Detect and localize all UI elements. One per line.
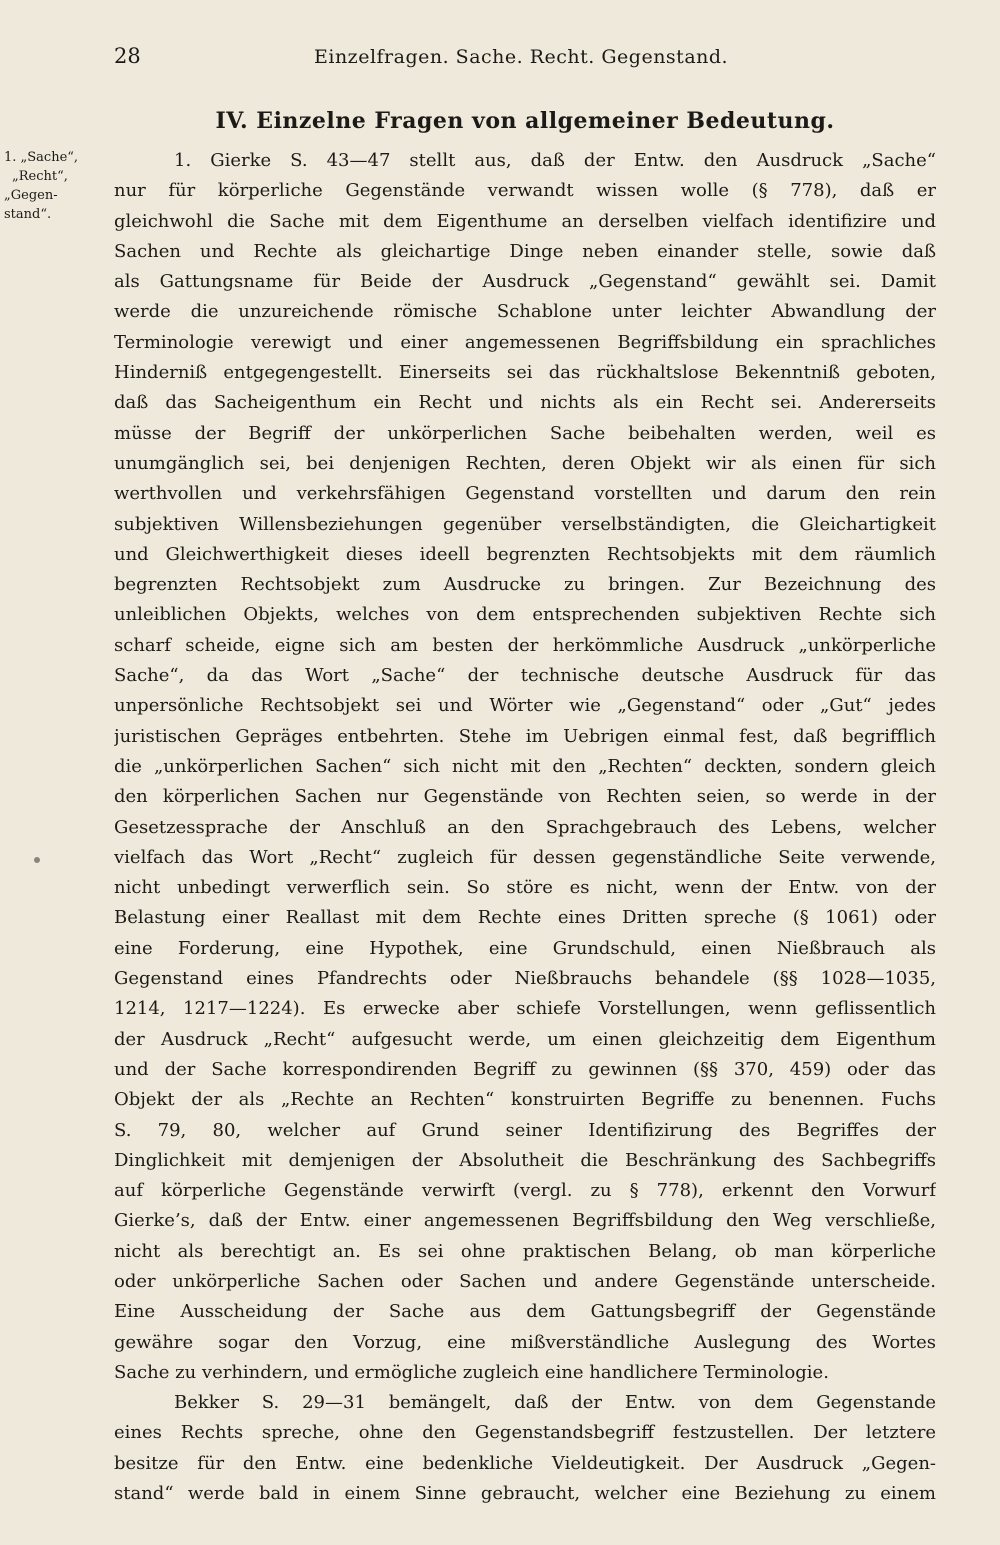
body-line: Objekt der als „Rechte an Rechten“ konstruirten Begriffe zu benennen. Fuchs <box>114 1089 936 1111</box>
body-line: 1214, 1217—1224). Es erwecke aber schiefe Vorstellungen, wenn geflissentlich <box>114 998 936 1020</box>
scan-speck <box>34 857 40 863</box>
body-line: müsse der Begriff der unkörperlichen Sache beibehalten werden, weil es <box>114 422 936 444</box>
running-head <box>114 44 936 74</box>
body-line: Gesetzessprache der Anschluß an den Sprachgebrauch des Lebens, welcher <box>114 816 936 838</box>
body-text <box>114 146 936 1509</box>
body-line: eines Rechts spreche, ohne den Gegenstandsbegriff festzustellen. Der letztere <box>114 1422 936 1444</box>
body-line: Gierke’s, daß der Entw. einer angemessenen Begriffsbildung den Weg verschließe, <box>114 1210 936 1232</box>
body-line: gewähre sogar den Vorzug, eine mißverständliche Auslegung des Wortes <box>114 1331 936 1353</box>
body-line: nicht unbedingt verwerflich sein. So störe es nicht, wenn der Entw. von der <box>114 877 936 899</box>
margin-note-line: „Gegen- <box>4 188 58 203</box>
body-line: Sache“, da das Wort „Sache“ der technische deutsche Ausdruck für das <box>114 665 936 687</box>
margin-note-line: 1. „Sache“, <box>4 150 79 165</box>
body-line: unpersönliche Rechtsobjekt sei und Wörter wie „Gegenstand“ oder „Gut“ jedes <box>114 695 936 717</box>
body-line: werde die unzureichende römische Schablone unter leichter Abwandlung der <box>114 301 936 323</box>
body-line: juristischen Gepräges entbehrten. Stehe im Uebrigen einmal fest, daß begrifflich <box>114 725 936 747</box>
body-line: unleiblichen Objekts, welches von dem entsprechenden subjektiven Rechte sich <box>114 604 936 626</box>
page-number: 28 <box>114 44 141 68</box>
body-line: Dinglichkeit mit demjenigen der Absolutheit die Beschränkung des Sachbegriffs <box>114 1149 936 1171</box>
body-line: Sache zu verhindern, und ermögliche zugleich eine handlichere Terminologie. <box>114 1361 829 1383</box>
body-line: unumgänglich sei, bei denjenigen Rechten, deren Objekt wir als einen für sich <box>114 452 936 474</box>
body-line: daß das Sacheigenthum ein Recht und nichts als ein Recht sei. Andererseits <box>114 392 936 414</box>
body-line: der Ausdruck „Recht“ aufgesucht werde, um einen gleichzeitig dem Eigenthum <box>114 1028 936 1050</box>
body-line: als Gattungsname für Beide der Ausdruck „Gegenstand“ gewählt sei. Damit <box>114 271 936 293</box>
body-line: besitze für den Entw. eine bedenkliche Vieldeutigkeit. Der Ausdruck „Gegen- <box>114 1452 936 1474</box>
body-line: begrenzten Rechtsobjekt zum Ausdrucke zu bringen. Zur Bezeichnung des <box>114 574 936 596</box>
body-line: stand“ werde bald in einem Sinne gebraucht, welcher eine Beziehung zu einem <box>114 1483 936 1505</box>
body-line: nur für körperliche Gegenstände verwandt wissen wolle (§ 778), daß er <box>114 180 936 202</box>
margin-note-line: stand“. <box>4 207 52 222</box>
body-line: vielfach das Wort „Recht“ zugleich für dessen gegenständliche Seite verwende, <box>114 846 936 868</box>
running-head-title: Einzelfragen. Sache. Recht. Gegenstand. <box>314 46 729 68</box>
body-line: S. 79, 80, welcher auf Grund seiner Identifizirung des Begriffes der <box>114 1119 936 1141</box>
body-line: gleichwohl die Sache mit dem Eigenthume an derselben vielfach identifizire und <box>114 210 936 232</box>
body-line: Eine Ausscheidung der Sache aus dem Gattungsbegriff der Gegenstände <box>114 1301 936 1323</box>
body-line: scharf scheide, eigne sich am besten der herkömmliche Ausdruck „unkörperliche <box>114 634 936 656</box>
body-line: auf körperliche Gegenstände verwirft (vergl. zu § 778), erkennt den Vorwurf <box>114 1180 936 1202</box>
body-line: werthvollen und verkehrsfähigen Gegenstand vorstellten und darum den rein <box>114 483 936 505</box>
body-line: Terminologie verewigt und einer angemessenen Begriffsbildung ein sprachliches <box>114 331 936 353</box>
margin-note <box>4 148 104 224</box>
section-heading: IV. Einzelne Fragen von allgemeiner Bedeutung. <box>215 108 835 134</box>
body-line: subjektiven Willensbeziehungen gegenüber verselbständigten, die Gleichartigkeit <box>114 513 936 535</box>
body-line: Hinderniß entgegengestellt. Einerseits sei das rückhaltslose Bekenntniß geboten, <box>114 362 936 384</box>
body-line: Belastung einer Reallast mit dem Rechte eines Dritten spreche (§ 1061) oder <box>114 907 936 929</box>
body-line: nicht als berechtigt an. Es sei ohne praktischen Belang, ob man körperliche <box>114 1240 936 1262</box>
body-line: Sachen und Rechte als gleichartige Dinge neben einander stelle, sowie daß <box>114 240 936 262</box>
body-line: den körperlichen Sachen nur Gegenstände von Rechten seien, so werde in der <box>114 786 936 808</box>
body-line: Bekker S. 29—31 bemängelt, daß der Entw. von dem Gegenstande <box>174 1392 936 1414</box>
body-line: 1. Gierke S. 43—47 stellt aus, daß der Entw. den Ausdruck „Sache“ <box>174 150 936 171</box>
body-line: und Gleichwerthigkeit dieses ideell begrenzten Rechtsobjekts mit dem räumlich <box>114 543 936 565</box>
body-line: und der Sache korrespondirenden Begriff zu gewinnen (§§ 370, 459) oder das <box>114 1058 936 1080</box>
body-line: Gegenstand eines Pfandrechts oder Nießbrauchs behandele (§§ 1028—1035, <box>114 968 936 990</box>
body-line: oder unkörperliche Sachen oder Sachen und andere Gegenstände unterscheide. <box>114 1270 936 1292</box>
body-line: die „unkörperlichen Sachen“ sich nicht mit den „Rechten“ deckten, sondern gleich <box>114 755 936 777</box>
margin-note-line: „Recht“, <box>12 169 68 184</box>
body-line: eine Forderung, eine Hypothek, eine Grundschuld, einen Nießbrauch als <box>114 937 936 959</box>
